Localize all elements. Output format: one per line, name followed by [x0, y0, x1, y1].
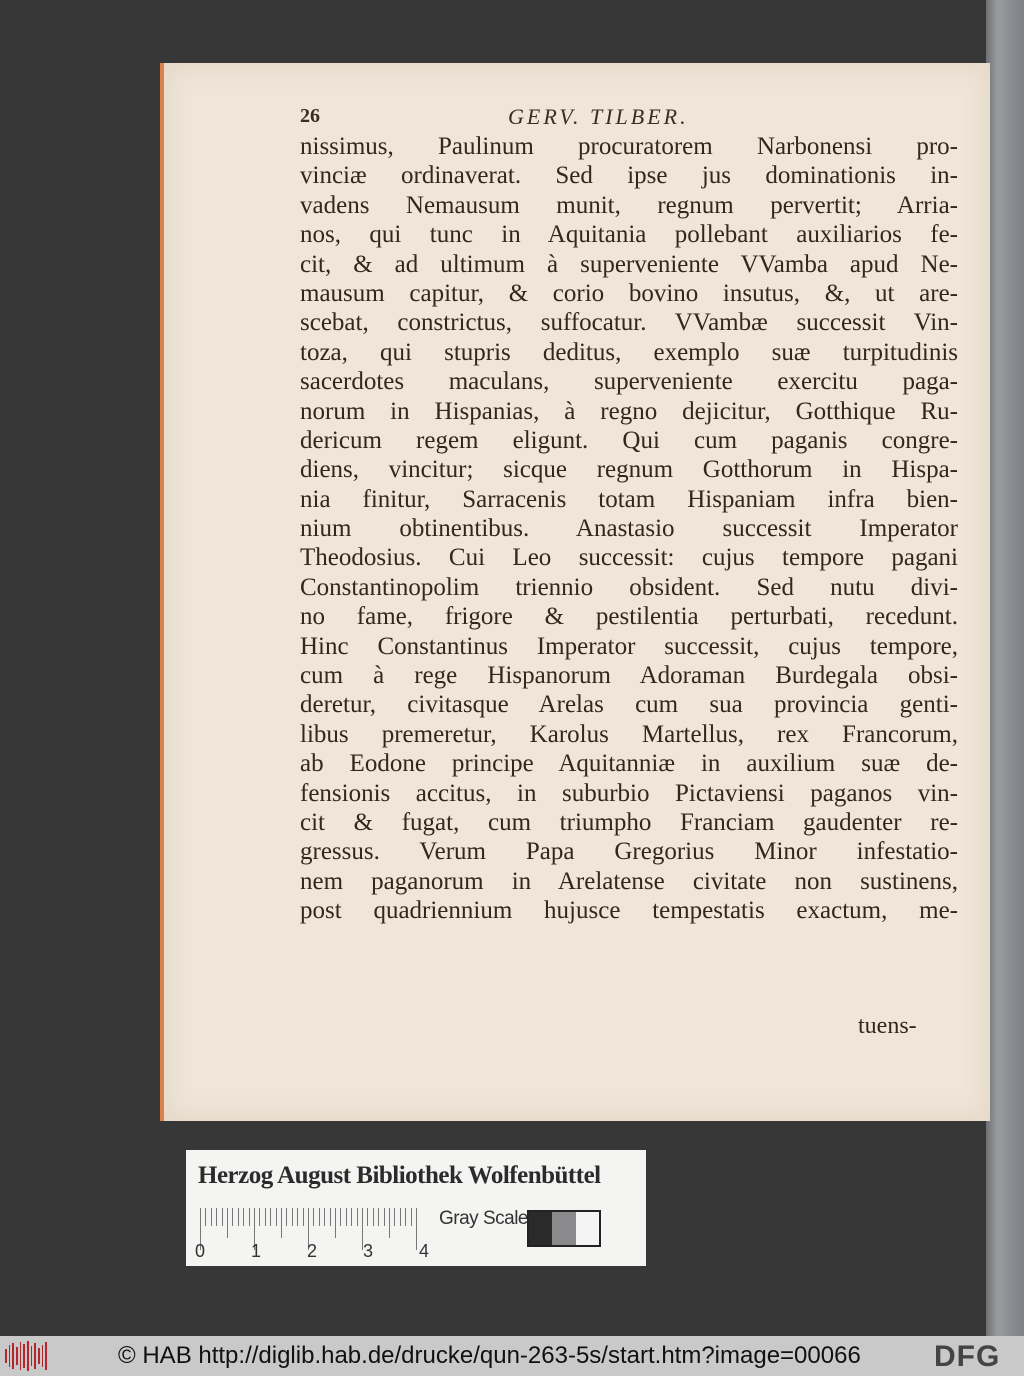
- ruler-scale: [200, 1208, 422, 1244]
- text-line: nissimus, Paulinum procuratorem Narbonensi pro-: [300, 133, 958, 160]
- ruler-label: 4: [419, 1241, 430, 1261]
- logo-bar: [20, 1342, 22, 1370]
- text-line: cum à rege Hispanorum Adoraman Burdegala obsi-: [300, 662, 958, 690]
- ruler-tick: [249, 1208, 250, 1226]
- text-line: diens, vincitur; sicque regnum Gotthorum in Hispa-: [300, 456, 958, 484]
- ruler-tick: [216, 1208, 217, 1226]
- ruler-tick: [330, 1208, 331, 1226]
- ruler-tick: [416, 1208, 417, 1250]
- text-line: no fame, frigore & pestilentia perturbati, recedunt.: [300, 603, 958, 631]
- ruler-tick: [394, 1208, 395, 1226]
- ruler-tick: [276, 1208, 277, 1226]
- ruler-tick: [211, 1208, 212, 1226]
- logo-bar: [31, 1346, 33, 1366]
- ruler-tick: [367, 1208, 368, 1226]
- ruler-tick: [222, 1208, 223, 1226]
- ruler-tick: [324, 1208, 325, 1226]
- text-line: cit & fugat, cum triumpho Franciam gaudenter re-: [300, 808, 958, 836]
- text-line: Theodosius. Cui Leo successit: cujus tempore pagani: [300, 544, 958, 572]
- footer-bar: [0, 1336, 1024, 1376]
- text-line: deretur, civitasque Arelas cum sua provincia genti-: [300, 691, 958, 719]
- text-line: vinciæ ordinaverat. Sed ipse jus dominationis in-: [300, 162, 958, 190]
- logo-bar: [16, 1347, 18, 1365]
- ruler-tick: [232, 1208, 233, 1226]
- logo-bar: [42, 1345, 44, 1367]
- ruler-tick: [346, 1208, 347, 1226]
- copyright-link[interactable]: © HAB http://diglib.hab.de/drucke/qun-263-5s/start.htm?image=00066: [118, 1342, 861, 1369]
- ruler-tick: [238, 1208, 239, 1226]
- ruler-tick: [243, 1208, 244, 1226]
- page-number: 26: [300, 105, 320, 127]
- ruler-tick: [292, 1208, 293, 1226]
- ruler-tick: [378, 1208, 379, 1226]
- ruler-tick: [400, 1208, 401, 1226]
- running-head: GERV. TILBER.: [508, 104, 689, 129]
- ruler-tick: [389, 1208, 390, 1238]
- dfg-logo: DFG: [934, 1340, 1001, 1373]
- text-line: toza, qui stupris deditus, exemplo suæ turpitudinis: [300, 338, 958, 366]
- text-line: post quadriennium hujusce tempestatis exactum, me-: [300, 897, 958, 925]
- ruler-tick: [270, 1208, 271, 1226]
- hab-logo-icon: [5, 1341, 47, 1371]
- ruler-label: 0: [195, 1241, 206, 1261]
- logo-bar: [23, 1344, 25, 1368]
- gray-swatch: [576, 1212, 599, 1245]
- ruler-tick: [340, 1208, 341, 1226]
- page-text: [300, 132, 958, 926]
- text-line: nium obtinentibus. Anastasio successit Imperator: [300, 515, 958, 543]
- logo-bar: [12, 1343, 14, 1369]
- text-line: cit, & ad ultimum à superveniente VVamba apud Ne-: [300, 250, 958, 278]
- ruler-tick: [373, 1208, 374, 1226]
- text-line: dericum regem eligunt. Qui cum paganis congre-: [300, 426, 958, 454]
- text-line: ab Eodone principe Aquitanniæ in auxilium suæ de-: [300, 750, 958, 778]
- ruler-tick: [265, 1208, 266, 1226]
- ruler-tick: [286, 1208, 287, 1226]
- text-line: nem paganorum in Arelatense civitate non sustinens,: [300, 867, 958, 895]
- ruler-tick: [227, 1208, 228, 1238]
- plastic-sleeve-edge: [986, 0, 1024, 1336]
- logo-bar: [38, 1348, 40, 1364]
- ruler-tick: [259, 1208, 260, 1226]
- text-line: Hinc Constantinus Imperator successit, cujus tempore,: [300, 632, 958, 660]
- ruler-tick: [357, 1208, 358, 1226]
- ruler-tick: [411, 1208, 412, 1226]
- ruler-label: 1: [251, 1241, 262, 1261]
- text-line: vadens Nemausum munit, regnum pervertit; Arria-: [300, 191, 958, 219]
- text-line: sacerdotes maculans, superveniente exercitu paga-: [300, 368, 958, 396]
- ruler-tick: [281, 1208, 282, 1238]
- ruler-label: 3: [363, 1241, 374, 1261]
- ruler-tick: [405, 1208, 406, 1226]
- text-line: nia finitur, Sarracenis totam Hispaniam infra bien-: [300, 485, 958, 513]
- logo-bar: [34, 1343, 36, 1369]
- logo-bar: [5, 1349, 7, 1363]
- text-line: gressus. Verum Papa Gregorius Minor infestatio-: [300, 838, 958, 866]
- logo-bar: [45, 1342, 47, 1370]
- text-line: scebat, constrictus, suffocatur. VVambæ successit Vin-: [300, 309, 958, 337]
- ruler-tick: [384, 1208, 385, 1226]
- ruler-tick: [313, 1208, 314, 1226]
- logo-bar: [27, 1341, 29, 1371]
- catchword: tuens-: [858, 1013, 917, 1039]
- library-name: Herzog August Bibliothek Wolfenbüttel: [198, 1162, 601, 1189]
- gray-swatch: [529, 1212, 552, 1245]
- ruler-tick: [335, 1208, 336, 1238]
- ruler-tick: [351, 1208, 352, 1226]
- logo-bar: [9, 1345, 11, 1367]
- ruler-tick: [205, 1208, 206, 1226]
- ruler-tick: [319, 1208, 320, 1226]
- text-line: Constantinopolim triennio obsident. Sed nutu divi-: [300, 573, 958, 601]
- text-line: libus premeretur, Karolus Martellus, rex Francorum,: [300, 720, 958, 748]
- text-line: mausum capitur, & corio bovino insutus, &, ut are-: [300, 279, 958, 307]
- gray-swatch: [552, 1212, 575, 1245]
- text-line: norum in Hispanias, à regno dejicitur, Gotthique Ru-: [300, 397, 958, 425]
- gray-scale-swatches: [527, 1210, 601, 1247]
- text-line: fensionis accitus, in suburbio Pictaviensi paganos vin-: [300, 779, 958, 807]
- gray-scale-label: Gray Scale: [439, 1208, 528, 1229]
- ruler-tick: [303, 1208, 304, 1226]
- ruler-label: 2: [307, 1241, 318, 1261]
- text-line: nos, qui tunc in Aquitania pollebant auxiliarios fe-: [300, 221, 958, 249]
- ruler-tick: [297, 1208, 298, 1226]
